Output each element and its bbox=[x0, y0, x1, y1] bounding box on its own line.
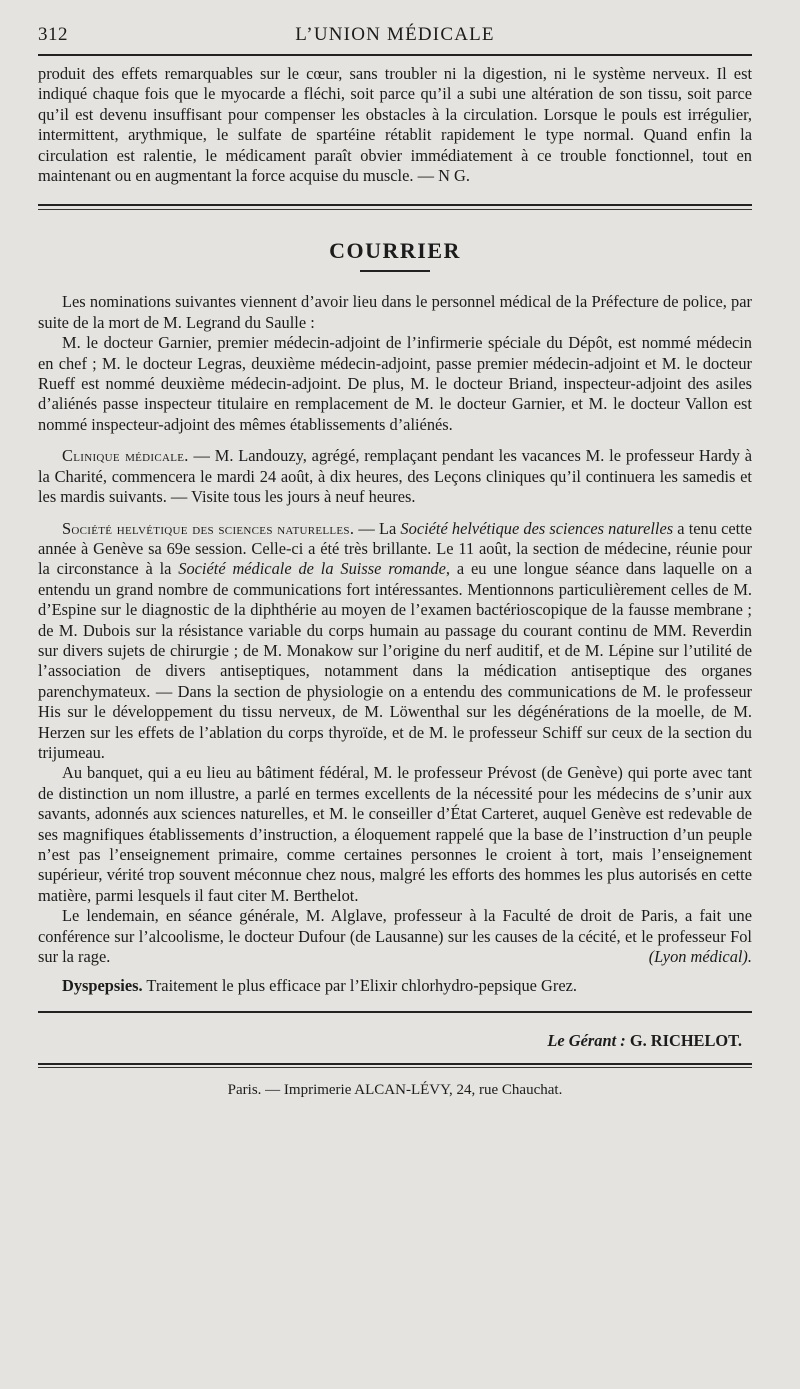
printer-line: Paris. — Imprimerie ALCAN-LÉVY, 24, rue Chauchat. bbox=[227, 1081, 563, 1098]
dyspepsies-label: Dyspepsies. bbox=[62, 976, 143, 996]
societe-label: Société helvétique des sciences naturelles. bbox=[62, 518, 355, 538]
running-title: L’UNION MÉDICALE bbox=[295, 24, 495, 45]
printer-divider bbox=[38, 1063, 752, 1068]
intro-paragraph: produit des effets remarquables sur le cœur, sans troubler ni la digestion, ni le système nerveux. Il est indiqué chaque fois que le myocarde a fléchi, soit parce qu’il a subi une altération de son tissu, soit parce qu’il est devenu insuffisant pour compenser les obstacles à la circulation. Lorsque le pouls est irrégulier, intermittent, arythmique, le sulfate de spartéine rétablit rapidement le type normal. Quand enfin la circulation est ralentie, le médicament paraît obvier immédiatement à ce trouble fonctionnel, tout en maintenant ou en augmentant la force acquise du muscle. — N G. bbox=[38, 64, 752, 186]
section-title-rule bbox=[360, 270, 430, 272]
header-rule bbox=[38, 54, 752, 56]
page-header bbox=[38, 18, 752, 48]
clinique-text: — M. Landouzy, agrégé, remplaçant pendant les vacances M. le professeur Hardy à la Charité, commencera le mardi 24 août, à dix heures, des Leçons cliniques qu’il continuera les samedis et les mardis suivants. — Visite tous les jours à neuf heures. bbox=[38, 446, 752, 507]
gerant-line bbox=[38, 1031, 752, 1051]
lendemain-paragraph bbox=[38, 906, 752, 967]
societe-text-2: a tenu cette année à Genève sa 69e session. Celle-ci a été très brillante. Le 11 août, la section de médecine, réunie pour la circonstance à la bbox=[38, 518, 752, 579]
gerant-label: Le Gérant : bbox=[547, 1030, 626, 1050]
societe-paragraph bbox=[38, 519, 752, 764]
dyspepsies-text: Traitement le plus efficace par l’Elixir chlorhydro-pepsique Grez. bbox=[142, 976, 577, 996]
section-title: COURRIER bbox=[329, 238, 461, 264]
nominations-details: M. le docteur Garnier, premier médecin-adjoint de l’infirmerie spéciale du Dépôt, est nommé médecin en chef ; M. le docteur Legras, deuxième médecin-adjoint, passe premier médecin-adjoint et M. le docteur Rueff est nommé deuxième médecin-adjoint. De plus, M. le docteur Briand, inspecteur-adjoint des asiles d’aliénés passe inspecteur titulaire en remplacement de M. le docteur Garnier, et M. le docteur Vallon est nommé inspecteur-adjoint des mêmes établissements d’aliénés. bbox=[38, 333, 752, 434]
gerant-name: G. RICHELOT. bbox=[625, 1030, 742, 1050]
clinique-paragraph bbox=[38, 446, 752, 507]
societe-name-italic: Société helvétique des sciences naturelles bbox=[400, 518, 674, 538]
section-divider bbox=[38, 204, 752, 210]
societe-text-3: , a eu une longue séance dans laquelle on a entendu un grand nombre de communications fort intéressantes. Mentionnons particulièrement celles de M. d’Espine sur le diagnostic de la diphthérie au moyen de l’examen bactérioscopique de la fausse membrane ; de M. Dubois sur la résistance variable du corps humain au passage du courant continu de MM. Reverdin sur divers sujets de chirurgie ; de M. Monakow sur l’origine du nerf auditif, et de M. Lépine sur l’utilité de l’association de divers antiseptiques, notamment dans la médication antiseptique des organes parenchymateux. — Dans la section de physiologie on a entendu des communications de M. le professeur His sur le développement du tissu nerveux, de M. Löwenthal sur les dégénérations de la moelle, de M. Herzen sur les effets de l’ablation du corps thyroïde, et de M. le professeur Schiff sur ceux de la section du trijumeau. bbox=[38, 559, 752, 762]
source-citation: (Lyon médical). bbox=[648, 947, 752, 967]
banquet-paragraph: Au banquet, qui a eu lieu au bâtiment fédéral, M. le professeur Prévost (de Genève) qui porte avec tant de distinction un nom illustre, a parlé en termes excellents de la nécessité pour les médecins de s’unir aux savants, adonnés aux sciences naturelles, et M. le conseiller d’État Carteret, auquel Genève est redevable de ses magnifiques établissements d’instruction, a éloquement rappelé que la base de l’instruction d’un peuple n’est pas l’enseignement primaire, comme certaines personnes le croient à tort, mais l’enseignement supérieur, vérité trop souvent méconnue chez nous, malgré les efforts des hommes les plus autorisés en cette matière, parmi lesquels il faut citer M. Berthelot. bbox=[38, 763, 752, 905]
societe-text-1: — La bbox=[358, 518, 401, 538]
page-number: 312 bbox=[38, 24, 68, 45]
societe-medicale-italic: Société médicale de la Suisse romande bbox=[178, 559, 446, 579]
lendemain-text: Le lendemain, en séance générale, M. Alglave, professeur à la Faculté de droit de Paris, a fait une conférence sur l’alcoolisme, le docteur Dufour (de Lausanne) sur les causes de la cécité, et le professeur Fol sur la rage. bbox=[38, 906, 752, 967]
clinique-label: Clinique médicale. bbox=[62, 446, 189, 466]
dyspepsies-paragraph bbox=[38, 976, 752, 996]
nominations-intro: Les nominations suivantes viennent d’avoir lieu dans le personnel médical de la Préfecture de police, par suite de la mort de M. Legrand du Saulle : bbox=[38, 292, 752, 332]
footer-divider bbox=[38, 1011, 752, 1013]
